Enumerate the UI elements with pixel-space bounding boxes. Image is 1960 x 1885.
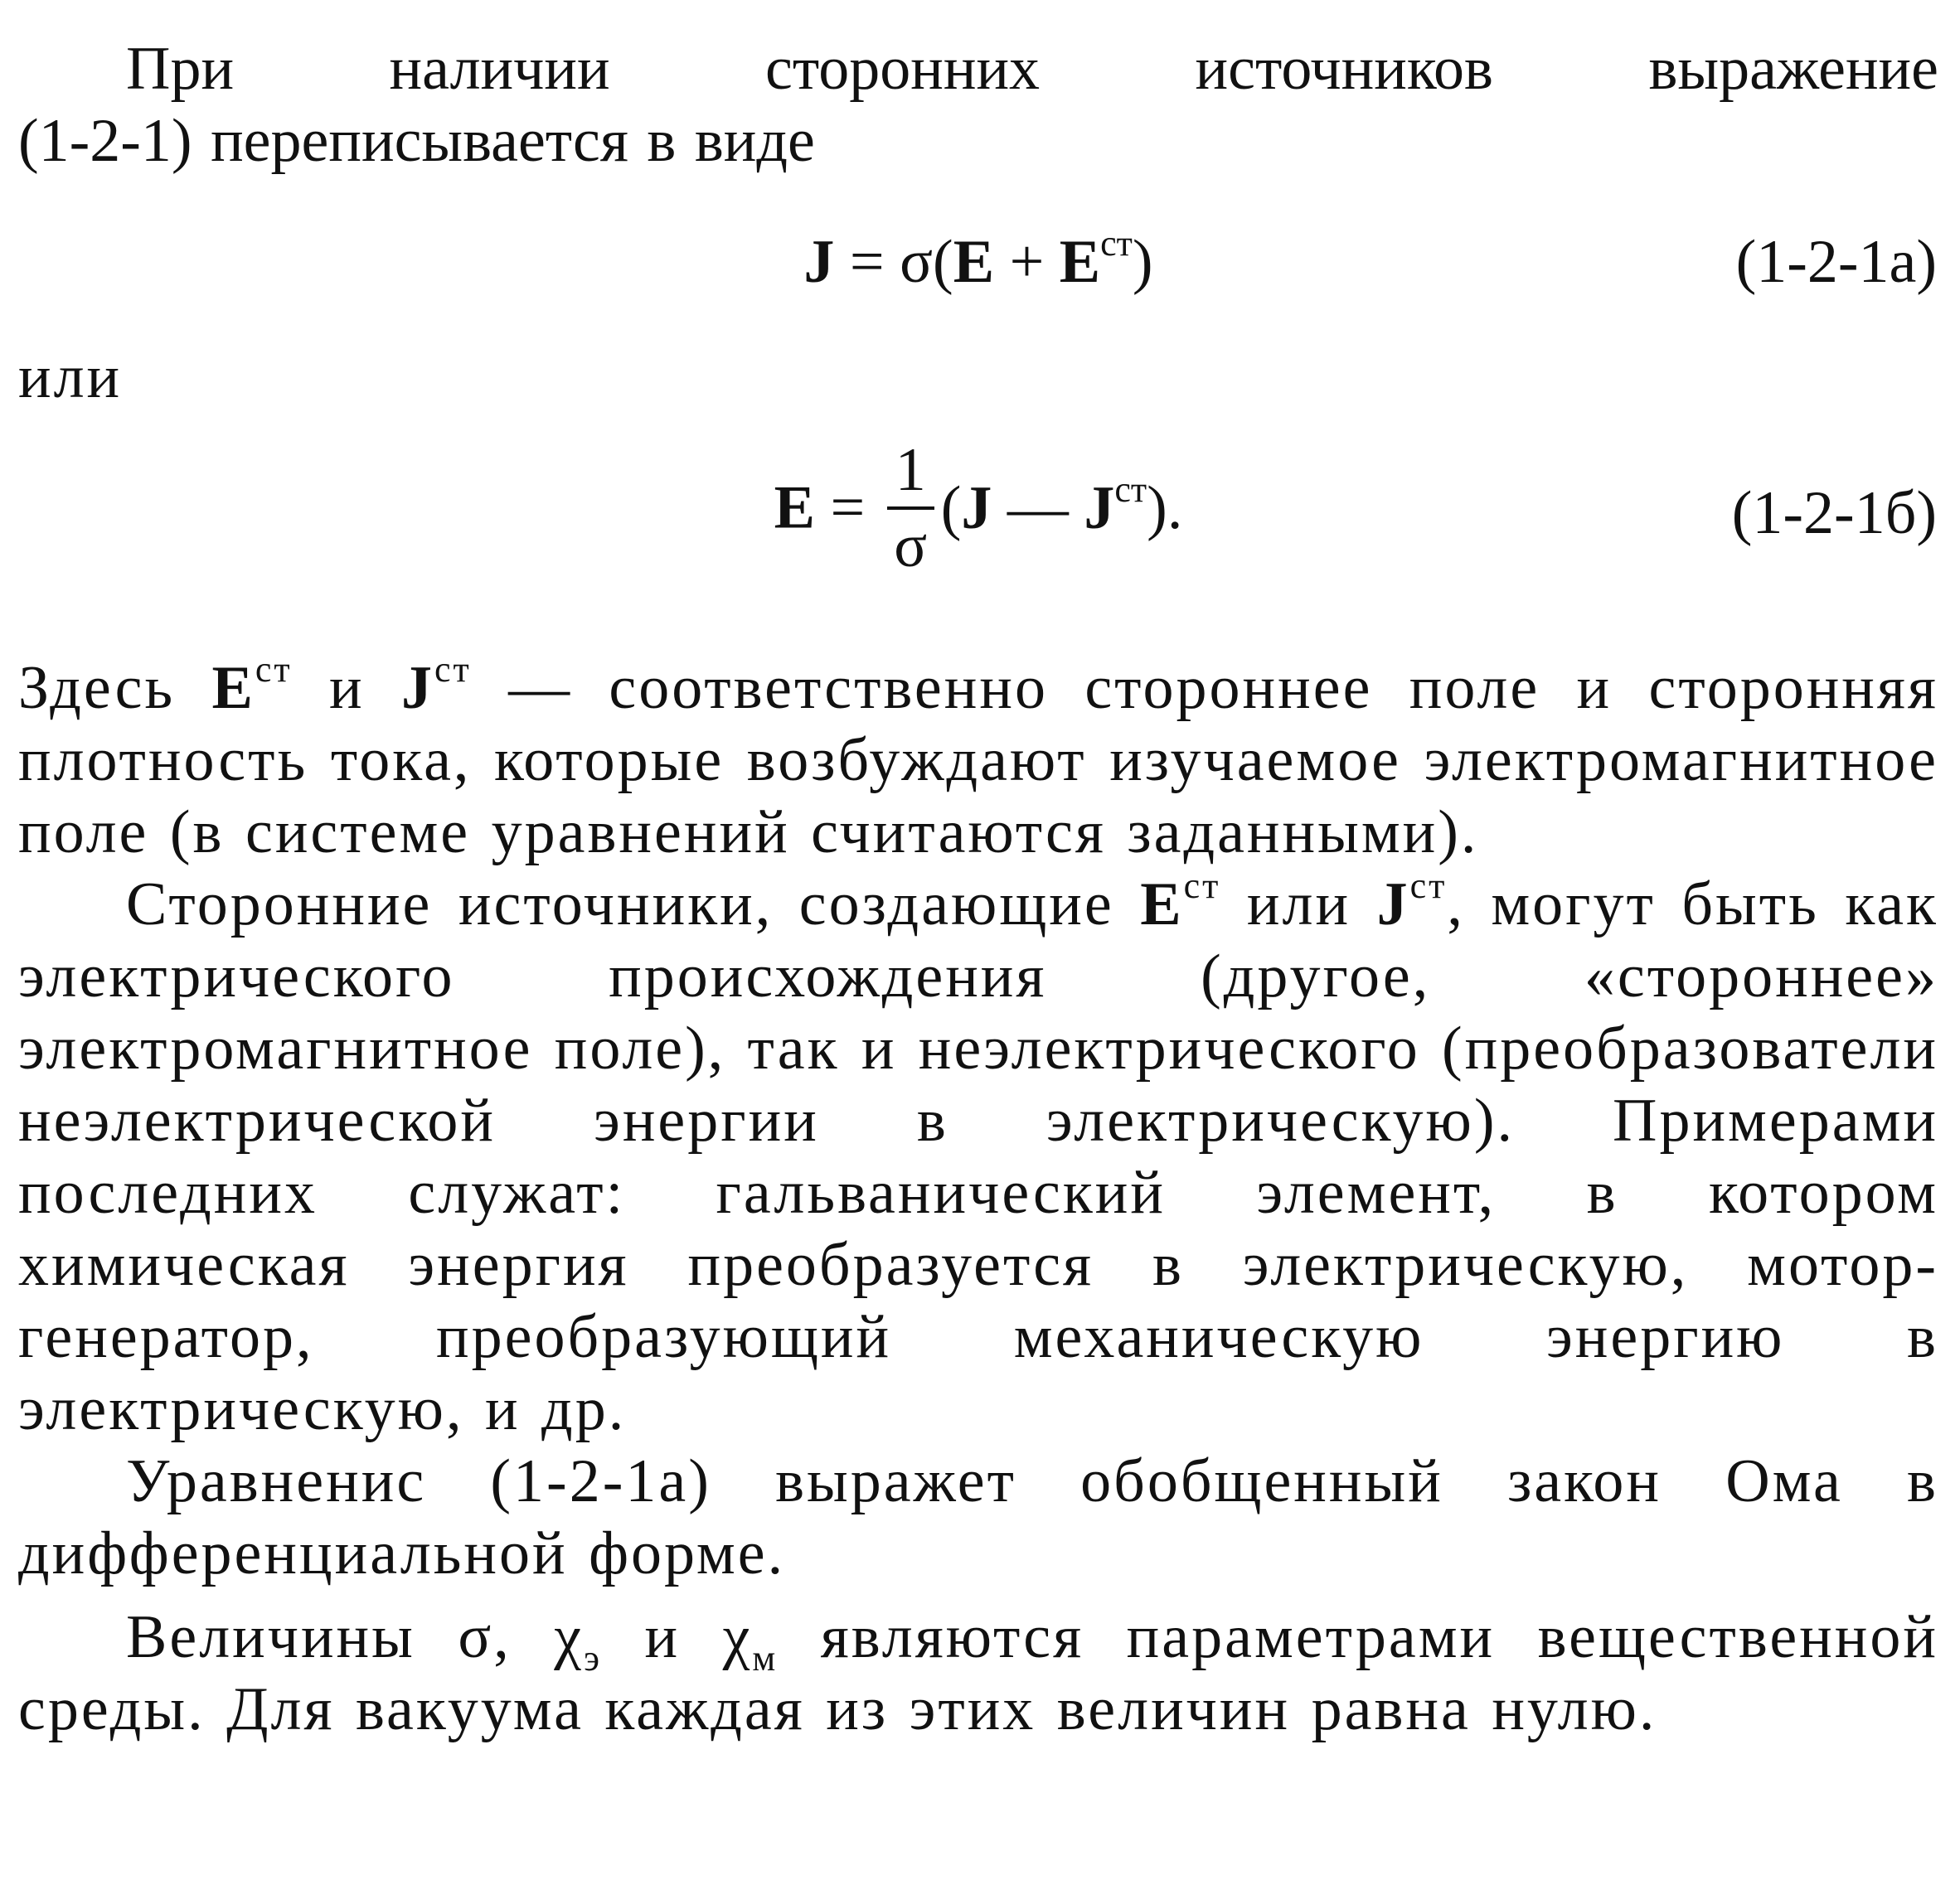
eq1-eqsign: =	[834, 228, 900, 296]
p3-text-1: Сторонние источники, создающие	[126, 870, 1141, 938]
p4-text: Уравненис (1-2-1а) выражет обобщенный закон Ома в дифференциальной форме.	[18, 1447, 1938, 1587]
eq1-open: (	[933, 228, 953, 296]
eq2-close: ).	[1147, 473, 1183, 542]
paragraph-intro-2	[18, 105, 1938, 177]
p2-sup-1: ст	[255, 649, 293, 691]
paragraph-ohm	[18, 1446, 1938, 1590]
eq1-close: )	[1132, 228, 1153, 296]
eq1-sup: ст	[1100, 223, 1133, 264]
eq2-fraction-den: σ	[894, 512, 928, 580]
eq2-rest	[940, 468, 1183, 542]
eq2-eqsign: =	[815, 473, 881, 542]
equation-1b	[18, 437, 1938, 603]
p3-J: J	[1376, 870, 1410, 938]
equation-1a-body	[18, 223, 1938, 298]
paragraph-parameters	[18, 1602, 1938, 1746]
eq2-sup: ст	[1114, 468, 1147, 510]
intro-line-2: (1-2-1) переписывается в виде	[18, 107, 815, 175]
equation-1b-body	[18, 437, 1938, 579]
p3-E: E	[1140, 870, 1184, 938]
eq1-lhs: J	[803, 228, 835, 296]
p3-sup-1: ст	[1183, 865, 1221, 907]
intro-line-1: При наличии сторонних источников выражение	[126, 35, 1938, 103]
p3-sup-2: ст	[1409, 865, 1448, 907]
p2-E: E	[211, 654, 255, 722]
eq1-E2: E	[1059, 228, 1101, 296]
p5-sub-1: э	[584, 1637, 602, 1679]
eq2-J2: J	[1084, 473, 1115, 542]
eq2-minus: —	[992, 473, 1084, 542]
paragraph-intro	[18, 33, 1938, 105]
p5-text-1: Величины σ, χ	[126, 1603, 585, 1671]
eq2-open: (	[940, 473, 962, 542]
paragraph-definitions	[18, 649, 1938, 869]
p2-text-1: Здесь	[18, 654, 212, 722]
equation-1a	[18, 223, 1938, 318]
p2-text-2: и	[292, 654, 401, 722]
p5-text-2: и χ	[601, 1603, 753, 1671]
equation-1b-number: (1-2-1б)	[1731, 479, 1937, 547]
eq1-E: E	[953, 228, 995, 296]
or-word: или	[18, 343, 123, 411]
p3-text-3: , могут быть как электрического происхождения (другое, «стороннее» электромагнитное поле), так и неэлектрического (преобразователи неэлектрической энергии в электрическую). Примерами последних служат: гальванический элемент, в котором химическая энергия преобразуется в электрическую, мотор-генератор, преобразующий механическую энергию в электрическую, и др.	[18, 870, 1938, 1443]
eq2-fraction-num: 1	[887, 437, 934, 510]
eq2-J: J	[961, 473, 992, 542]
p2-J: J	[400, 654, 434, 722]
page	[18, 33, 1938, 1746]
eq2-lhs: E	[774, 473, 816, 542]
eq2-fraction	[887, 437, 934, 579]
eq1-sigma: σ	[900, 228, 934, 296]
p5-sub-2: м	[752, 1637, 779, 1679]
p3-text-2: или	[1220, 870, 1377, 938]
p2-sup-2: ст	[434, 649, 472, 691]
p5-text-3: являются параметрами вещественной среды. Для вакуума каждая из этих величин равна нулю.	[18, 1603, 1938, 1743]
p2-text-3: — соответственно стороннее поле и сторонняя плотность тока, которые возбуждают изучаемое электромагнитное поле (в системе уравнений считаются заданными).	[18, 654, 1938, 866]
equation-1a-number: (1-2-1а)	[1735, 228, 1937, 296]
eq1-plus: +	[994, 228, 1060, 296]
paragraph-sources	[18, 865, 1938, 1446]
